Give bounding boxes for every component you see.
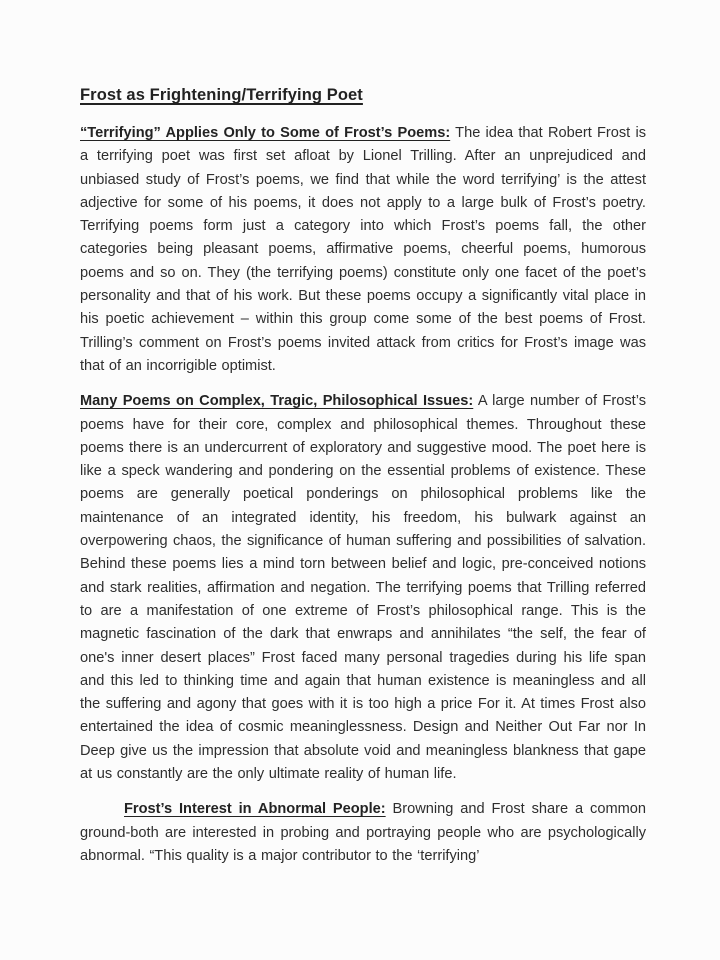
- paragraph-text: A large number of Frost’s poems have for their core, complex and philosophical themes. Throughout these poems there is an undercurrent of exploratory and suggestive mood. The poet here is like a speck wandering and pondering on the essential problems of existence. These poems are generally poetical ponderings on philosophical problems like the maintenance of an integrated identity, his freedom, his bulwark against an overpowering chaos, the significance of human suffering and possibilities of salvation. Behind these poems lies a mind torn between belief and logic, pre-conceived notions and stark realities, affirmation and negation. The terrifying poems that Trilling referred to are a manifestation of one extreme of Frost’s philosophical range. This is the magnetic fascination of the dark that enwraps and annihilates “the self, the fear of one's inner desert places” Frost faced many personal tragedies during his life span and this led to thinking time and again that human existence is meaningless and all the suffering and agony that goes with it is too high a price For it. At times Frost also entertained the idea of cosmic meaninglessness. Design and Neither Out Far nor In Deep give us the impression that absolute void and meaningless blankness that gape at us constantly are the only ultimate reality of human life.: [80, 393, 646, 783]
- paragraph-text: The idea that Robert Frost is a terrifying poet was first set afloat by Lionel Trilling. After an unprejudiced and unbiased study of Frost’s poems, we find that while the word terrifying’ is the attest adjective for some of his poems, it does not apply to a large bulk of Frost’s poetry. Terrifying poems form just a category into which Frost’s poems fall, the other categories being pleasant poems, affirmative poems, cheerful poems, humorous poems and so on. They (the terrifying poems) constitute only one facet of the poet’s personality and that of his work. But these poems occupy a significantly vital place in his poetic achievement – within this group come some of the best poems of Frost. Trilling’s comment on Frost’s poems invited attack from critics for Frost’s image was that of an incorrigible optimist.: [80, 125, 647, 374]
- section-heading-abnormal-people: Frost’s Interest in Abnormal People:: [124, 801, 386, 818]
- paragraph-text: Browning and Frost share a common ground-both are interested in probing and portraying people who are psychologically abnormal. “This quality is a major contributor to the ‘terrifying’: [80, 801, 646, 864]
- document-content: [80, 86, 646, 880]
- paragraph-terrifying-applies: [80, 122, 646, 378]
- section-heading-terrifying-applies: “Terrifying” Applies Only to Some of Frost’s Poems:: [80, 125, 451, 141]
- section-heading-complex-tragic-issues: Many Poems on Complex, Tragic, Philosophical Issues:: [80, 393, 474, 410]
- paragraph-complex-tragic-issues: [80, 390, 646, 786]
- paragraph-abnormal-people: [80, 798, 646, 868]
- document-title: Frost as Frightening/Terrifying Poet: [80, 86, 363, 104]
